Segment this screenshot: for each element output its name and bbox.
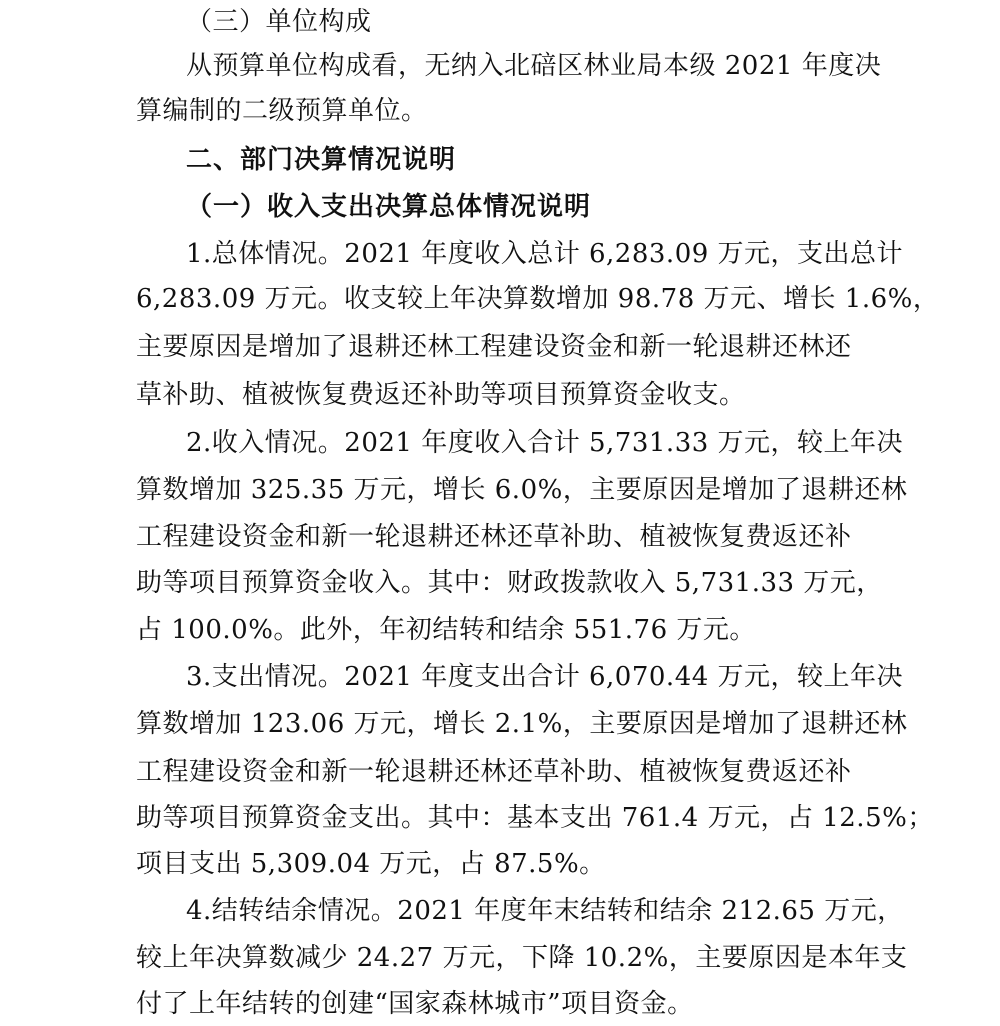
paragraph-line: 工程建设资金和新一轮退耕还林还草补助、植被恢复费返还补 [136,757,852,787]
section-heading: 二、部门决算情况说明 [186,145,457,175]
paragraph-line: 助等项目预算资金收入。其中：财政拨款收入 5,731.33 万元， [136,568,883,598]
paragraph-line: 2.收入情况。2021 年度收入合计 5,731.33 万元，较上年决 [186,428,904,458]
paragraph-line: 6,283.09 万元。收支较上年决算数增加 98.78 万元、增长 1.6%， [136,284,940,314]
paragraph-line: 从预算单位构成看，无纳入北碚区林业局本级 2021 年度决 [186,51,882,81]
paragraph-line: 助等项目预算资金支出。其中：基本支出 761.4 万元，占 12.5%； [136,803,934,833]
paragraph-line: 算数增加 325.35 万元，增长 6.0%，主要原因是增加了退耕还林 [136,475,908,505]
paragraph-line: 项目支出 5,309.04 万元，占 87.5%。 [136,849,606,879]
paragraph-line: 主要原因是增加了退耕还林工程建设资金和新一轮退耕还林还 [136,332,852,362]
paragraph-line: 占 100.0%。此外，年初结转和结余 551.76 万元。 [136,615,756,645]
paragraph-line: 4.结转结余情况。2021 年度年末结转和结余 212.65 万元， [186,896,904,926]
paragraph-line: 草补助、植被恢复费返还补助等项目预算资金收支。 [136,380,746,410]
paragraph-line: 1.总体情况。2021 年度收入总计 6,283.09 万元，支出总计 [186,239,904,269]
paragraph-line: 算数增加 123.06 万元，增长 2.1%，主要原因是增加了退耕还林 [136,709,908,739]
paragraph-line: 较上年决算数减少 24.27 万元，下降 10.2%，主要原因是本年支 [136,943,908,973]
subheading-income-expenditure: （一）收入支出决算总体情况说明 [186,192,592,222]
paragraph-line: 付了上年结转的创建“国家森林城市”项目资金。 [136,989,694,1019]
paragraph-line: 工程建设资金和新一轮退耕还林还草补助、植被恢复费返还补 [136,522,852,552]
paragraph-line: 3.支出情况。2021 年度支出合计 6,070.44 万元，较上年决 [186,662,904,692]
paragraph-line: 算编制的二级预算单位。 [136,96,428,126]
subheading-unit-composition: （三）单位构成 [186,7,372,37]
